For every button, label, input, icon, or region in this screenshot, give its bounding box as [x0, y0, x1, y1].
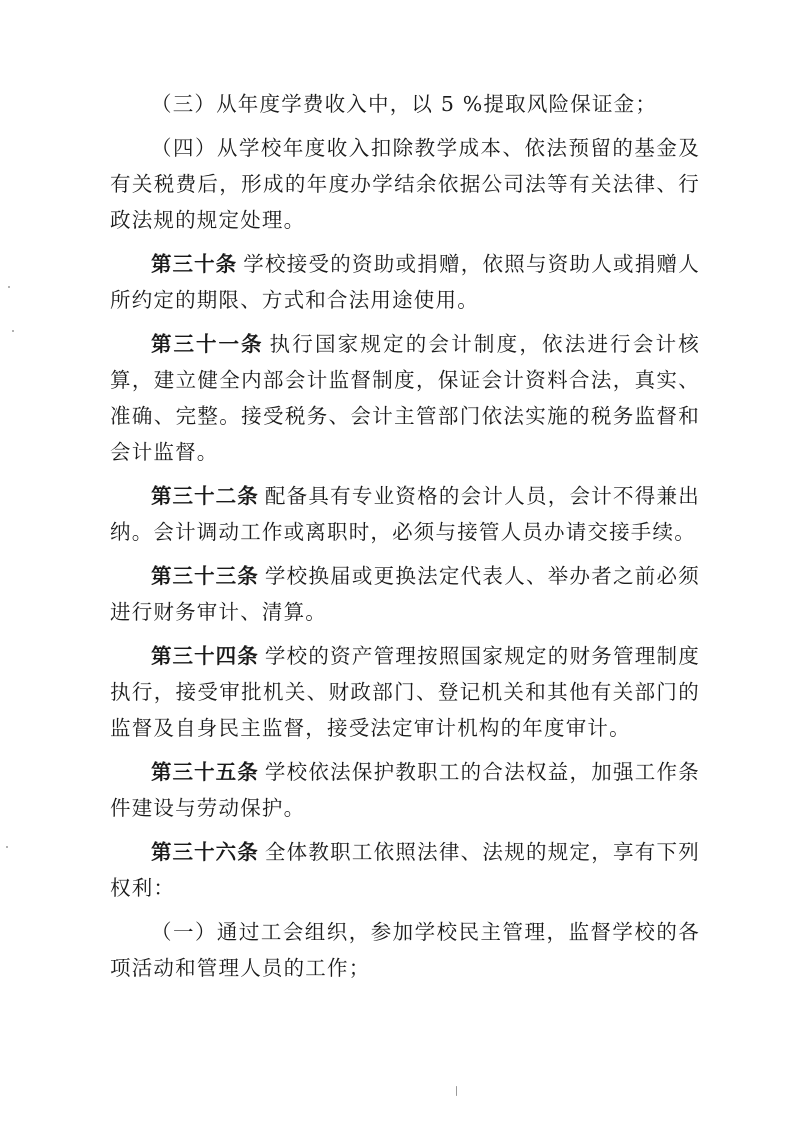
article-body: 配备具有专业资格的会计人员，会计不得兼出纳。会计调动工作或离职时，必须与接管人员办请交接手续。 [110, 484, 700, 544]
scan-speck [6, 846, 8, 848]
article-heading: 第三十三条 [151, 564, 259, 588]
scan-speck [456, 1086, 457, 1096]
article-body: 学校的资产管理按照国家规定的财务管理制度执行，接受审批机关、财政部门、登记机关和其他有关部门的监督及自身民主监督，接受法定审计机构的年度审计。 [110, 644, 700, 740]
article-body: 全体教职工依照法律、法规的规定，享有下列权利： [110, 840, 700, 900]
article-32 [110, 478, 700, 550]
document-page [110, 86, 700, 994]
article-heading: 第三十条 [151, 252, 238, 276]
paragraph-body: （三）从年度学费收入中，以 5 %提取风险保证金； [151, 92, 658, 116]
scan-speck [12, 330, 14, 332]
paragraph-1-union [110, 914, 700, 986]
article-33 [110, 558, 700, 630]
article-body: 学校换届或更换法定代表人、举办者之前必须进行财务审计、清算。 [110, 564, 700, 624]
article-35 [110, 754, 700, 826]
paragraph-3-risk-deposit [110, 86, 700, 122]
article-heading: 第三十五条 [151, 760, 259, 784]
article-heading: 第三十一条 [151, 332, 264, 356]
article-body: 执行国家规定的会计制度，依法进行会计核算，建立健全内部会计监督制度，保证会计资料合法，真实、准确、完整。接受税务、会计主管部门依法实施的税务监督和会计监督。 [110, 332, 700, 464]
article-heading: 第三十六条 [151, 840, 259, 864]
article-31 [110, 326, 700, 470]
article-34 [110, 638, 700, 746]
paragraph-body: （一）通过工会组织，参加学校民主管理，监督学校的各项活动和管理人员的工作； [110, 920, 700, 980]
article-36 [110, 834, 700, 906]
article-body: 学校接受的资助或捐赠，依照与资助人或捐赠人所约定的期限、方式和合法用途使用。 [110, 252, 700, 312]
article-30 [110, 246, 700, 318]
article-heading: 第三十四条 [151, 644, 259, 668]
article-body: 学校依法保护教职工的合法权益，加强工作条件建设与劳动保护。 [110, 760, 700, 820]
article-heading: 第三十二条 [151, 484, 259, 508]
paragraph-4-surplus [110, 130, 700, 238]
scan-speck [8, 286, 10, 288]
paragraph-body: （四）从学校年度收入扣除教学成本、依法预留的基金及有关税费后，形成的年度办学结余依据公司法等有关法律、行政法规的规定处理。 [110, 136, 700, 232]
